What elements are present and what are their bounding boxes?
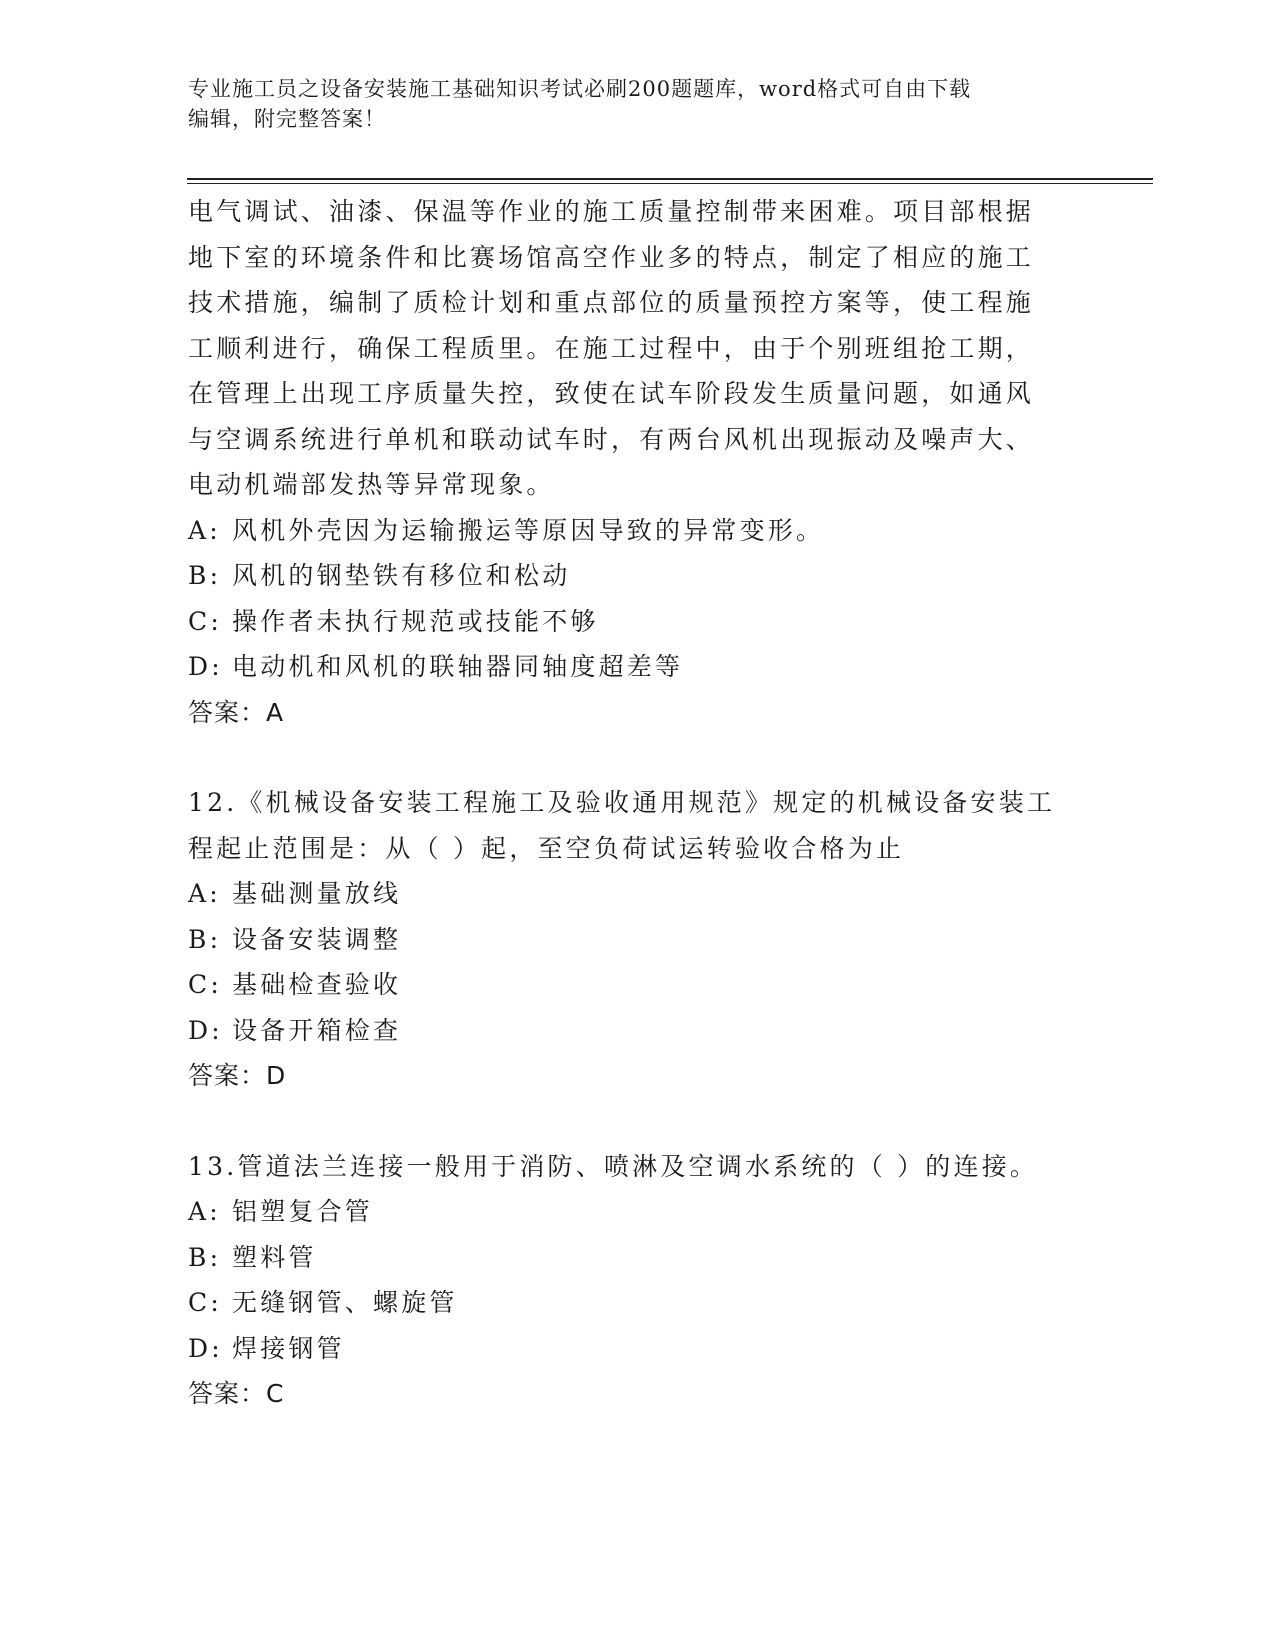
option-d xyxy=(188,1008,1088,1054)
question-stem-line: 程起止范围是：从（ ）起，至空负荷试运转验收合格为止 xyxy=(188,833,905,863)
question-stem-line: 13.管道法兰连接一般用于消防、喷淋及空调水系统的（ ）的连接。 xyxy=(188,1151,1039,1181)
question-stem-line: 地下室的环境条件和比赛场馆高空作业多的特点，制定了相应的施工 xyxy=(188,242,1035,272)
option-a xyxy=(188,871,1088,917)
answer-line: 答案：D xyxy=(188,1061,287,1090)
option-d xyxy=(188,1326,1088,1372)
option-c xyxy=(188,1280,1088,1326)
header-divider-thin xyxy=(187,183,1153,184)
option-label: A: xyxy=(188,515,221,545)
option-text: 基础测量放线 xyxy=(232,879,402,908)
question-12 xyxy=(188,780,1088,1099)
question-stem-line: 电气调试、油漆、保温等作业的施工质量控制带来困难。项目部根据 xyxy=(188,197,1035,226)
option-text: 风机外壳因为运输搬运等原因导致的异常变形。 xyxy=(232,515,825,545)
question-stem-line: 技术措施，编制了质检计划和重点部位的质量预控方案等，使工程施 xyxy=(188,288,1035,317)
option-label: D: xyxy=(188,1015,223,1045)
option-label: C: xyxy=(188,606,222,636)
option-c xyxy=(188,599,1088,645)
option-text: 设备开箱检查 xyxy=(232,1015,402,1045)
option-text: 操作者未执行规范或技能不够 xyxy=(232,606,599,636)
header-title-line1: 专业施工员之设备安装施工基础知识考试必刷200题题库，word格式可自由下载 xyxy=(188,77,972,101)
question-stem-line: 电动机端部发热等异常现象。 xyxy=(188,470,555,499)
option-text: 风机的钢垫铁有移位和松动 xyxy=(232,561,571,590)
option-text: 塑料管 xyxy=(232,1242,317,1272)
question-spacer xyxy=(188,735,1088,780)
header-divider-thick xyxy=(187,178,1153,180)
option-label: D: xyxy=(188,652,223,681)
question-stem-line: 与空调系统进行单机和联动试车时，有两台风机出现振动及噪声大、 xyxy=(188,424,1035,454)
question-spacer xyxy=(188,1099,1088,1144)
option-b xyxy=(188,553,1088,599)
option-label: C: xyxy=(188,1288,222,1317)
question-13 xyxy=(188,1144,1088,1417)
option-label: C: xyxy=(188,970,222,999)
option-label: B: xyxy=(188,1242,222,1272)
page-header xyxy=(188,74,1088,134)
answer-line: 答案：C xyxy=(188,1379,285,1408)
option-text: 基础检查验收 xyxy=(232,970,402,999)
option-text: 铝塑复合管 xyxy=(232,1197,374,1226)
option-label: A: xyxy=(188,1197,221,1226)
option-text: 焊接钢管 xyxy=(232,1333,345,1363)
option-b xyxy=(188,917,1088,963)
option-text: 电动机和风机的联轴器同轴度超差等 xyxy=(232,652,684,681)
option-d xyxy=(188,644,1088,690)
option-text: 设备安装调整 xyxy=(232,924,402,954)
question-11 xyxy=(188,189,1088,735)
header-title-line2: 编辑，附完整答案！ xyxy=(188,107,386,131)
option-b xyxy=(188,1235,1088,1281)
question-stem-line: 在管理上出现工序质量失控，致使在试车阶段发生质量问题，如通风 xyxy=(188,379,1035,408)
question-stem-line: 12.《机械设备安装工程施工及验收通用规范》规定的机械设备安装工 xyxy=(188,788,1056,817)
option-label: D: xyxy=(188,1333,223,1363)
question-stem-line: 工顺利进行，确保工程质里。在施工过程中，由于个别班组抢工期， xyxy=(188,333,1035,363)
document-body xyxy=(188,189,1088,1417)
option-a xyxy=(188,508,1088,554)
option-label: B: xyxy=(188,561,222,590)
option-label: B: xyxy=(188,924,222,954)
option-label: A: xyxy=(188,879,221,908)
option-c xyxy=(188,962,1088,1008)
option-a xyxy=(188,1189,1088,1235)
option-text: 无缝钢管、螺旋管 xyxy=(232,1288,458,1317)
answer-line: 答案：A xyxy=(188,697,285,727)
